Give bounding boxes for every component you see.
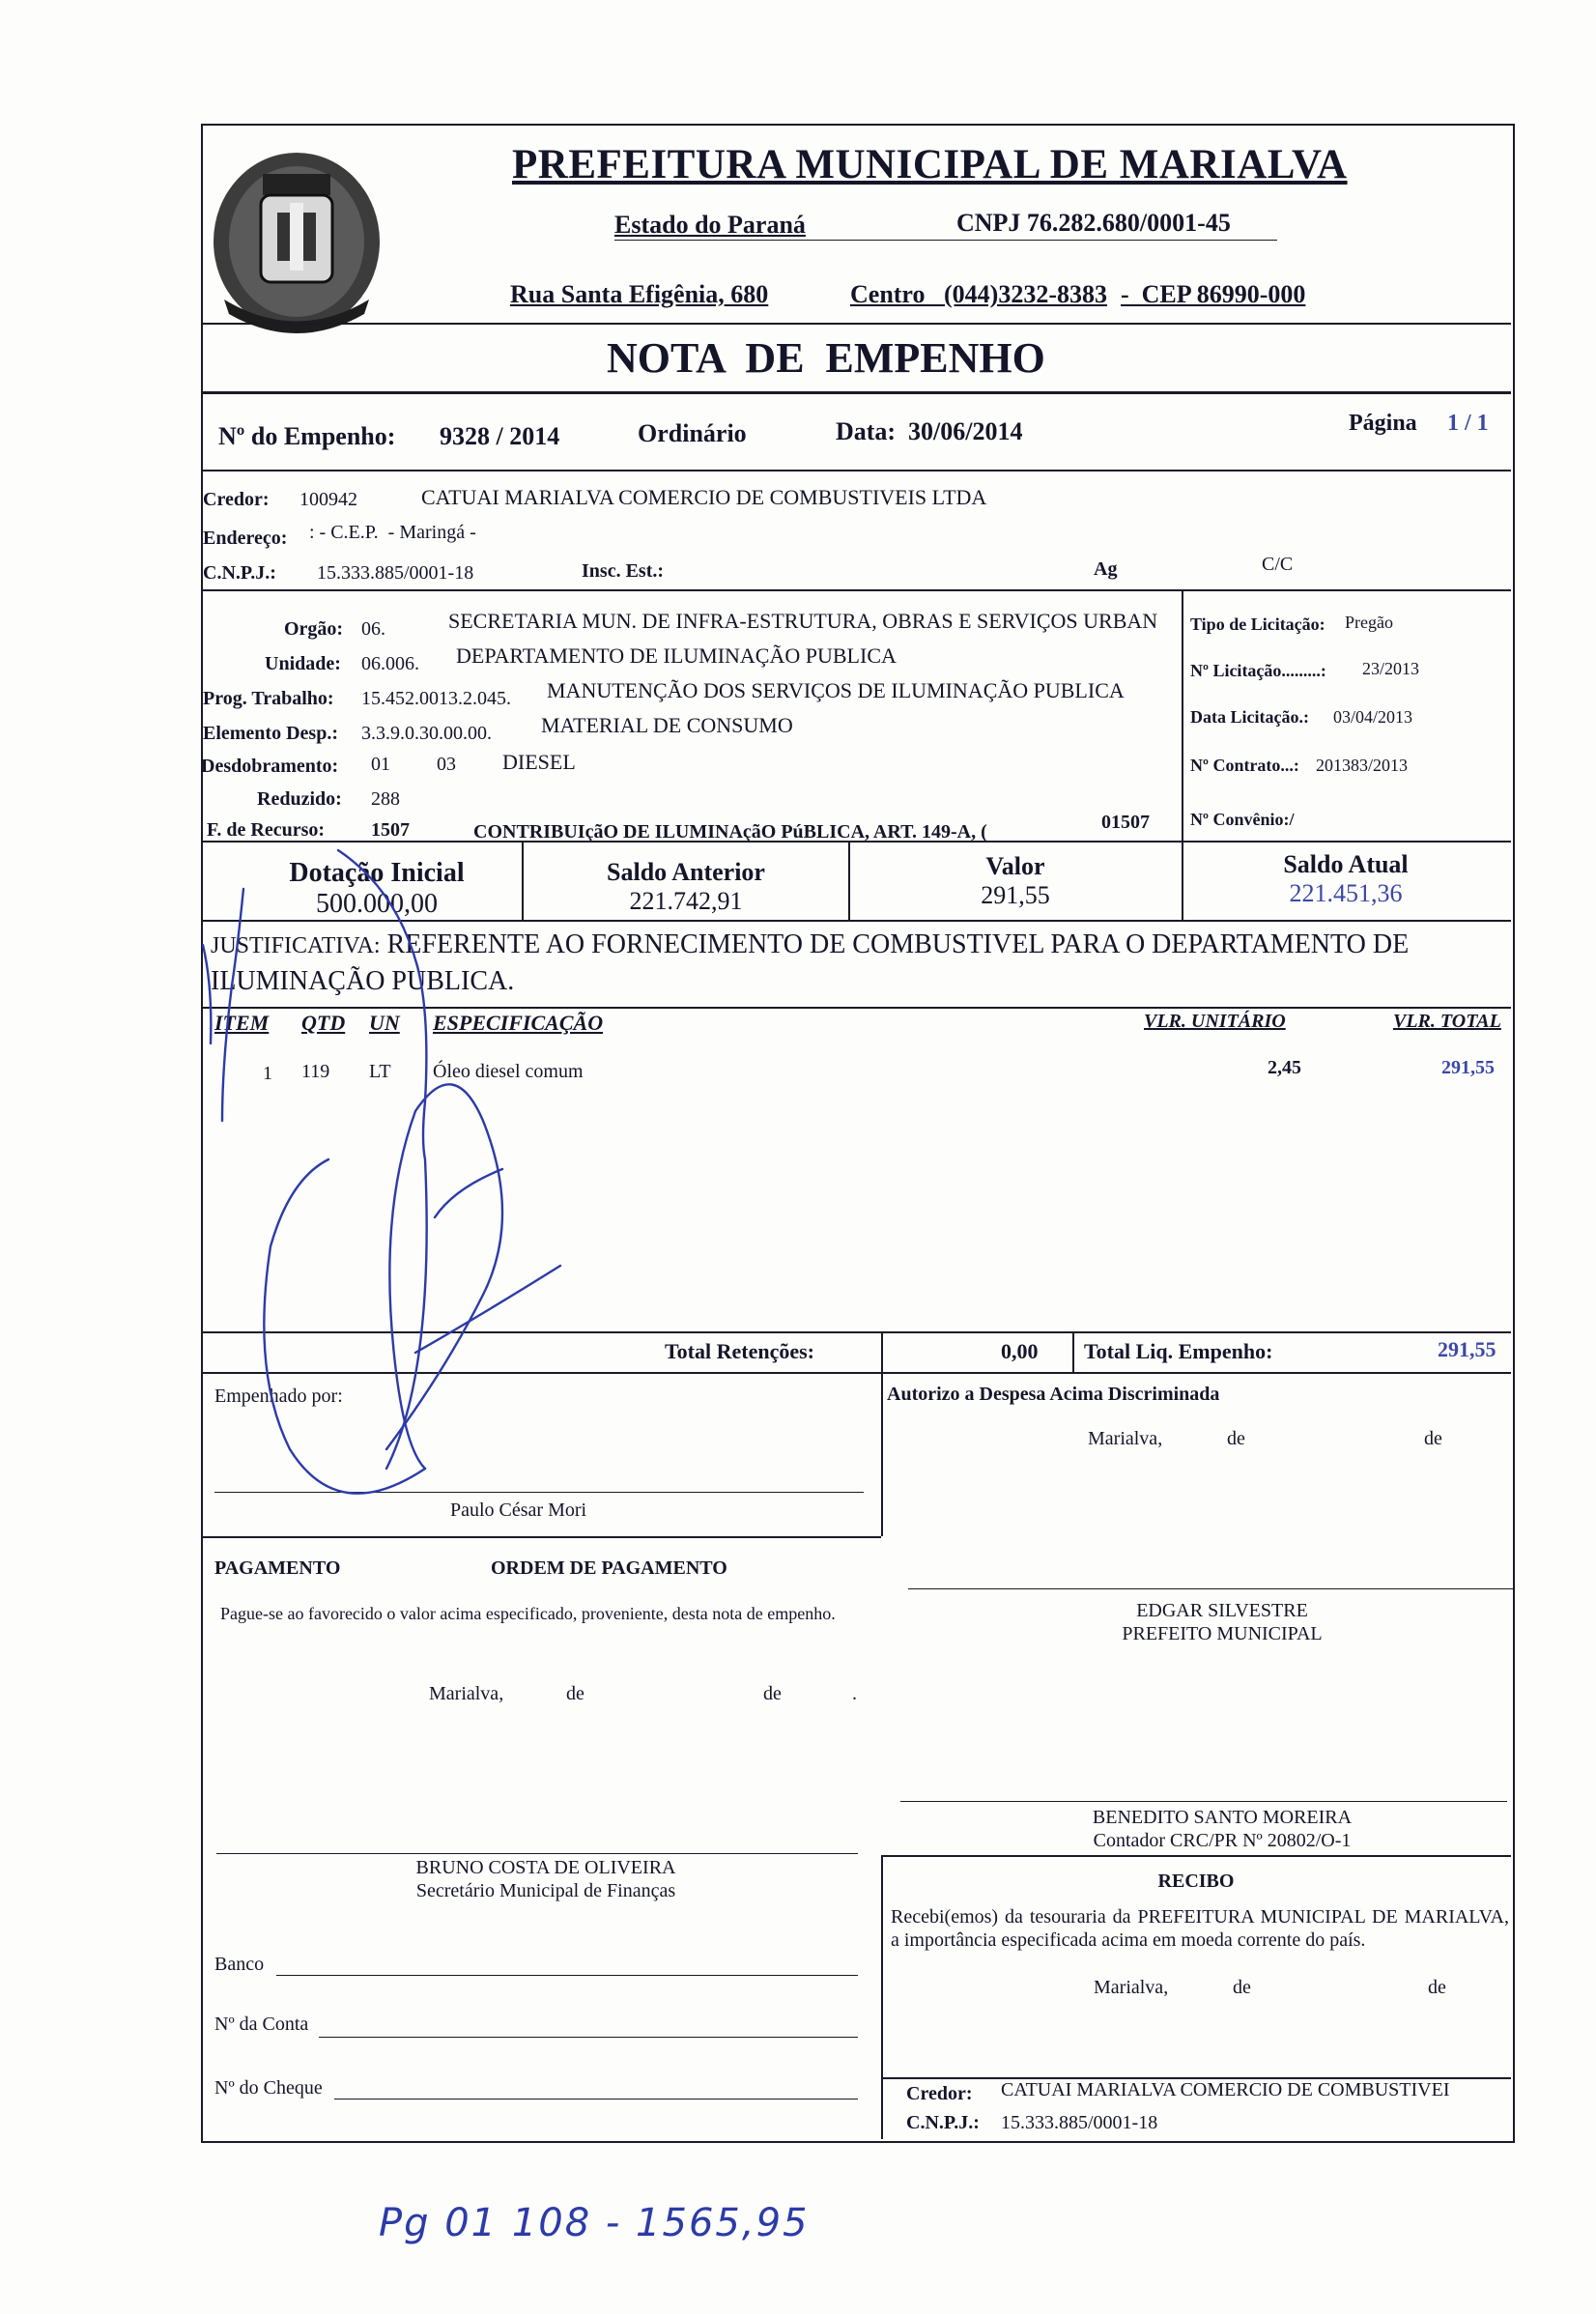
conta-label: Nº da Conta [214,2014,309,2035]
recibo-text: Recebi(emos) da tesouraria da PREFEITURA MUNICIPAL DE MARIALVA, a importância especificada acima em moeda corrente do país. [891,1906,1509,1951]
desdobramento-name: DIESEL [502,750,576,774]
desdobramento-label: Desdobramento: [201,756,339,777]
total-liquido-value: 291,55 [1438,1337,1496,1361]
cnpj-header: CNPJ 76.282.680/0001-45 [956,209,1231,237]
valor-value: 291,55 [981,881,1050,909]
col-especificacao: ESPECIFICAÇÃO [433,1011,604,1035]
recibo-label: RECIBO [1157,1871,1235,1892]
credor-label: Credor: [203,489,270,510]
district-phone: Centro (044)3232-8383 [850,280,1107,308]
credor-name: CATUAI MARIALVA COMERCIO DE COMBUSTIVEIS LTDA [421,485,987,509]
prog-trabalho-label: Prog. Trabalho: [203,688,334,709]
saldo-anterior-value: 221.742,91 [629,887,743,915]
saldo-atual-value: 221.451,36 [1289,879,1403,907]
date-label: Data: [836,417,897,445]
col-vlr-total: VLR. TOTAL [1393,1011,1501,1032]
reduzido-value: 288 [371,788,400,810]
footer-credor-label: Credor: [906,2083,973,2104]
orgao-label: Orgão: [284,618,344,640]
handwritten-note: Pg 01 108 - 1565,95 [379,2201,810,2245]
handwritten-signature [193,831,638,1527]
date-value: 30/06/2014 [908,417,1023,445]
saldo-anterior-label: Saldo Anterior [607,858,765,886]
autorizo-de-1: de [1227,1428,1245,1449]
item-1-vlr-total: 291,55 [1441,1057,1495,1078]
valor-label: Valor [985,852,1045,880]
empenhado-por-label: Empenhado por: [214,1386,343,1407]
elemento-code: 3.3.9.0.30.00.00. [361,723,492,744]
insc-est-label: Insc. Est.: [582,560,665,582]
data-licitacao-label: Data Licitação.: [1190,707,1309,727]
tipo-licitacao-value: Pregão [1345,613,1393,632]
pagamento-text: Pague-se ao favorecido o valor acima especificado, proveniente, desta nota de empenho. [220,1604,836,1623]
item-1-number: 1 [263,1063,272,1084]
prefeito-name: EDGAR SILVESTRE [1136,1600,1308,1621]
endereco-value: : - C.E.P. - Maringá - [309,522,476,543]
credor-cnpj: 15.333.885/0001-18 [317,562,474,584]
municipal-coat-of-arms [205,135,388,338]
page-value: 1 / 1 [1447,411,1489,436]
orgao-name: SECRETARIA MUN. DE INFRA-ESTRUTURA, OBRAS E SERVIÇOS URBAN [448,609,1158,633]
col-un: UN [369,1011,400,1035]
contador-name: BENEDITO SANTO MOREIRA [1092,1807,1353,1828]
state-name: Estado do Paraná [614,211,806,239]
pagamento-label: PAGAMENTO [214,1557,341,1579]
dotacao-inicial-label: Dotação Inicial [289,858,465,888]
convenio-label: Nº Convênio:/ [1190,810,1295,829]
orgao-code: 06. [361,618,385,640]
justificativa-text-1: REFERENTE AO FORNECIMENTO DE COMBUSTIVEL PARA O DEPARTAMENTO DE [386,929,1410,959]
empenho-type: Ordinário [638,419,747,447]
cep: - CEP 86990-000 [1121,280,1306,308]
reduzido-label: Reduzido: [257,788,342,810]
prog-trabalho-code: 15.452.0013.2.045. [361,688,511,709]
numero-licitacao-value: 23/2013 [1362,659,1420,678]
item-1-vlr-unitario: 2,45 [1268,1057,1301,1078]
justificativa-label: JUSTIFICATIVA: [211,933,381,958]
total-retencoes-value: 0,00 [1001,1339,1039,1363]
autorizo-place: Marialva, [1088,1428,1163,1449]
empenhado-por-signer: Paulo César Mori [450,1500,587,1521]
secretario-name: BRUNO COSTA DE OLIVEIRA [415,1857,676,1878]
desdobramento-b: 03 [437,754,456,775]
pagamento-place: Marialva, [429,1683,504,1704]
desdobramento-a: 01 [371,754,390,775]
recibo-de-2: de [1428,1977,1446,1998]
footer-cnpj-label: C.N.P.J.: [906,2112,980,2133]
empenho-number: 9328 / 2014 [440,422,560,450]
total-liquido-label: Total Liq. Empenho: [1084,1339,1273,1363]
contrato-value: 201383/2013 [1316,756,1409,775]
tipo-licitacao-label: Tipo de Licitação: [1190,614,1325,634]
contador-title: Contador CRC/PR Nº 20802/O-1 [1093,1830,1352,1851]
data-licitacao-value: 03/04/2013 [1333,707,1413,727]
cheque-label: Nº do Cheque [214,2077,323,2099]
unidade-label: Unidade: [265,653,341,674]
agencia-label: Ag [1094,558,1118,580]
cnpj-label: C.N.P.J.: [203,562,276,584]
footer-cnpj-value: 15.333.885/0001-18 [1001,2112,1158,2133]
item-1-qtd: 119 [301,1061,330,1082]
endereco-label: Endereço: [203,528,288,549]
prefeito-title: PREFEITO MUNICIPAL [1122,1623,1323,1644]
elemento-name: MATERIAL DE CONSUMO [541,713,793,737]
total-retencoes-label: Total Retenções: [665,1339,814,1363]
recibo-de-1: de [1233,1977,1251,1998]
fonte-recurso-name: CONTRIBUIçãO DE ILUMINAçãO PúBLICA, ART. 149-A, ( [473,821,987,843]
saldo-atual-label: Saldo Atual [1283,850,1409,878]
col-qtd: QTD [301,1011,346,1035]
fonte-recurso-label: F. de Recurso: [207,819,326,841]
elemento-label: Elemento Desp.: [203,723,338,744]
unidade-code: 06.006. [361,653,419,674]
document-title: NOTA DE EMPENHO [607,334,1045,382]
item-1-especificacao: Óleo diesel comum [433,1061,584,1082]
prog-trabalho-name: MANUTENÇÃO DOS SERVIÇOS DE ILUMINAÇÃO PUBLICA [547,678,1125,702]
justificativa-text-2: ILUMINAÇÃO PUBLICA. [211,966,515,996]
item-1-un: LT [369,1061,391,1082]
footer-credor-name: CATUAI MARIALVA COMERCIO DE COMBUSTIVEI [1001,2079,1450,2100]
col-item: ITEM [214,1011,270,1035]
pagamento-dot: . [852,1683,857,1704]
secretario-title: Secretário Municipal de Finanças [415,1880,676,1901]
fonte-recurso-code: 1507 [371,819,410,841]
conta-corrente-label: C/C [1262,554,1294,575]
ordem-pagamento-label: ORDEM DE PAGAMENTO [491,1557,727,1579]
numero-licitacao-label: Nº Licitação.........: [1190,661,1326,680]
dotacao-inicial-value: 500.000,00 [316,889,438,919]
empenho-label: Nº do Empenho: [218,422,396,450]
banco-label: Banco [214,1954,265,1975]
autorizo-label: Autorizo a Despesa Acima Discriminada [887,1384,1220,1405]
pagamento-de-1: de [566,1683,584,1704]
pagamento-de-2: de [763,1683,782,1704]
unidade-name: DEPARTAMENTO DE ILUMINAÇÃO PUBLICA [456,643,897,668]
credor-code: 100942 [299,489,357,510]
page-title: PREFEITURA MUNICIPAL DE MARIALVA [512,142,1348,187]
fonte-recurso-code-2: 01507 [1101,812,1150,833]
autorizo-de-2: de [1424,1428,1442,1449]
recibo-place: Marialva, [1094,1977,1169,1998]
address: Rua Santa Efigênia, 680 [510,280,769,308]
page-label: Página [1349,411,1417,436]
contrato-label: Nº Contrato...: [1190,756,1299,775]
col-vlr-unitario: VLR. UNITÁRIO [1144,1011,1286,1032]
